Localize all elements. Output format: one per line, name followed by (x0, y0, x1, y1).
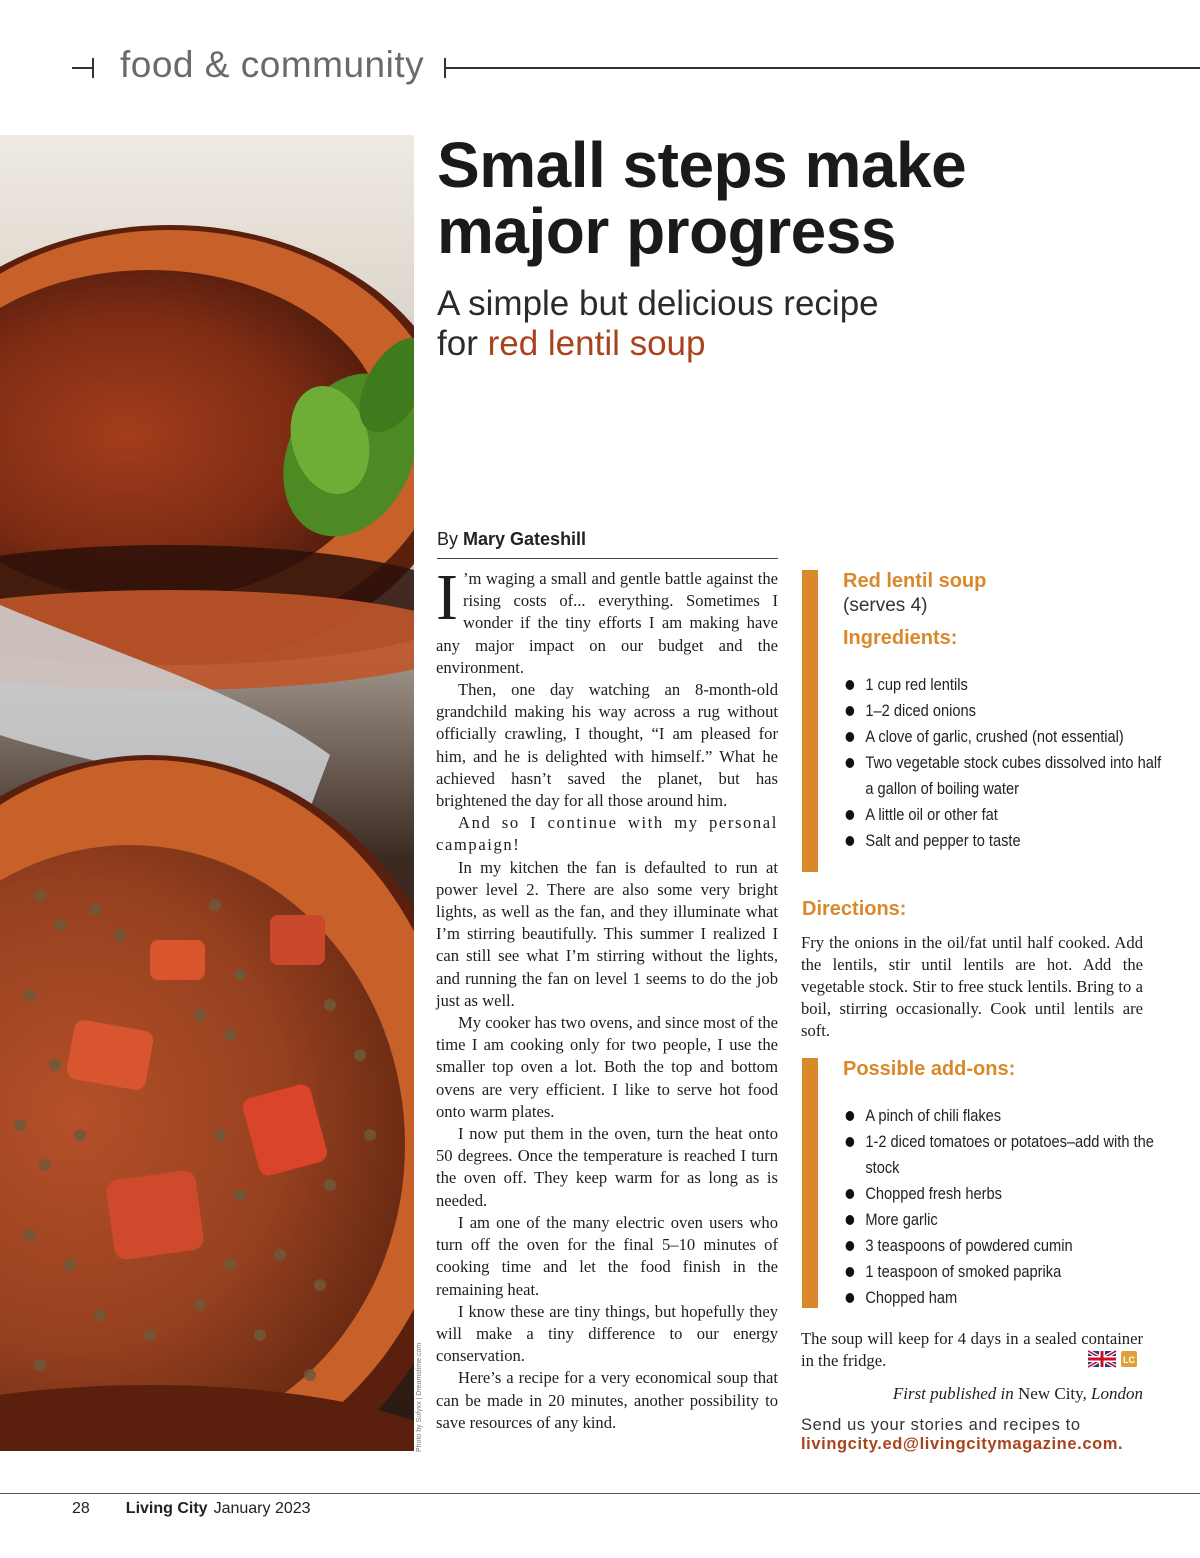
lc-badge-icon (1121, 1351, 1137, 1367)
addon-item: 1-2 diced tomatoes or potatoes–add with the stock (843, 1129, 1161, 1181)
addon-item: More garlic (843, 1207, 1161, 1233)
article-body (436, 561, 778, 1434)
photo-credit: Photo by Sofyxx | Dreamstime.com (416, 1342, 423, 1452)
magazine-name: Living City (125, 1500, 208, 1517)
header-rule (444, 67, 1200, 69)
byline: By Mary Gateshill (437, 529, 778, 559)
ingredient-item: Two vegetable stock cubes dissolved into half a gallon of boiling water (843, 750, 1161, 802)
deck-accent: red lentil soup (487, 324, 706, 363)
article-headline (437, 129, 1177, 267)
body-paragraph: I know these are tiny things, but hopefully they will make a tiny difference to our energy conservation. (436, 1301, 778, 1366)
header-tick-left (72, 67, 94, 69)
contact-email-link[interactable]: livingcity.ed@livingcitymagazine.com. (801, 1435, 1124, 1453)
addon-item: 1 teaspoon of smoked paprika (843, 1259, 1161, 1285)
contact-text: Send us your stories and recipes to (801, 1416, 1081, 1434)
headline-line-1: Small steps make (437, 129, 967, 201)
recipe-serves: (serves 4) (843, 595, 928, 616)
recipe-ingredients-box (802, 570, 1162, 872)
footer-rule (0, 1493, 1200, 1494)
body-paragraph: Here’s a recipe for a very economical soup that can be made in 20 minutes, another possibility to save resources of any kind. (436, 1368, 778, 1432)
body-paragraph: In my kitchen the fan is defaulted to run at power level 2. There are also some very bright lights, as well as the fan, and they illuminate what I’m stirring beautifully. This summer I realized I can still see what I’m stirring without the lights, and running the fan on level 1 seems to do the job just as well. (436, 857, 778, 1010)
recipe-title: Red lentil soup (843, 570, 987, 592)
body-paragraph: And so I continue with my personal campaign! (436, 813, 778, 855)
body-paragraph: I ’m waging a small and gentle battle against the rising costs of... everything. Sometimes I wonder if the tiny efforts I am making have any major impact on our budget and the environment. (436, 561, 778, 677)
addon-item: Chopped fresh herbs (843, 1181, 1161, 1207)
directions-title: Directions: (802, 898, 907, 920)
ingredient-item: A clove of garlic, crushed (not essential) (843, 724, 1161, 750)
svg-text:LC: LC (1123, 1355, 1135, 1365)
issue-date: January 2023 (213, 1500, 311, 1517)
body-paragraph: Then, one day watching an 8-month-old grandchild making his way across a rug without officially crawling, I thought, “I am pleased for him, and he is delighted with himself.” What he achieved hasn’t saved the planet, but has brightened the day for all those around him. (436, 680, 778, 811)
drop-cap: I (436, 561, 458, 634)
addon-item: 3 teaspoons of powdered cumin (843, 1233, 1161, 1259)
addons-title: Possible add-ons: (843, 1058, 1016, 1080)
deck-line-1: A simple but delicious recipe (437, 284, 879, 323)
lentil-soup-photo (0, 135, 414, 1451)
article-deck (437, 284, 1177, 364)
headline-line-2: major progress (437, 195, 896, 267)
ingredients-list (843, 672, 1162, 854)
addons-box (802, 1058, 1162, 1308)
addon-item: Chopped ham (843, 1285, 1161, 1311)
page-footer (72, 1500, 311, 1518)
ingredient-item: 1–2 diced onions (843, 698, 1161, 724)
page-number: 28 (72, 1500, 90, 1517)
addon-item: A pinch of chili flakes (843, 1103, 1161, 1129)
ingredient-item: 1 cup red lentils (843, 672, 1161, 698)
ingredient-item: A little oil or other fat (843, 802, 1161, 828)
deck-line-2: for red lentil soup (437, 324, 706, 363)
body-paragraph: I now put them in the oven, turn the heat onto 50 degrees. Once the temperature is reached I turn the oven off. They keep warm for as long as is needed. (436, 1124, 778, 1210)
contact-note (801, 1416, 1161, 1454)
header-tick-left-bar (92, 58, 94, 78)
body-paragraph: I am one of the many electric oven users who turn off the oven for the final 5–10 minutes of cooking time and let the food finish in the remaining heat. (436, 1212, 778, 1299)
storage-note: The soup will keep for 4 days in a sealed container in the fridge. (801, 1329, 1143, 1370)
section-header (0, 40, 1200, 96)
author-name: Mary Gateshill (463, 529, 587, 549)
flag-icons (1088, 1350, 1140, 1368)
addons-list (843, 1103, 1162, 1311)
ingredients-title: Ingredients: (843, 627, 958, 649)
directions-text: Fry the onions in the oil/fat until half cooked. Add the lentils, stir until lentils are hot. Add the vegetable stock. Stir to free stuck lentils. Bring to a boil, stirring occasionally. Cook until lentils are soft. (801, 933, 1143, 1040)
ingredient-item: Salt and pepper to taste (843, 828, 1161, 854)
section-label: food & community (120, 44, 425, 85)
body-paragraph: My cooker has two ovens, and since most of the time I am cooking only for two people, I use the smaller top oven a lot. Both the top and bottom ovens are very efficient. I like to serve hot food onto warm plates. (436, 1013, 778, 1121)
uk-flag-icon (1088, 1351, 1116, 1367)
first-published-note: First published in New City, London (892, 1384, 1143, 1403)
